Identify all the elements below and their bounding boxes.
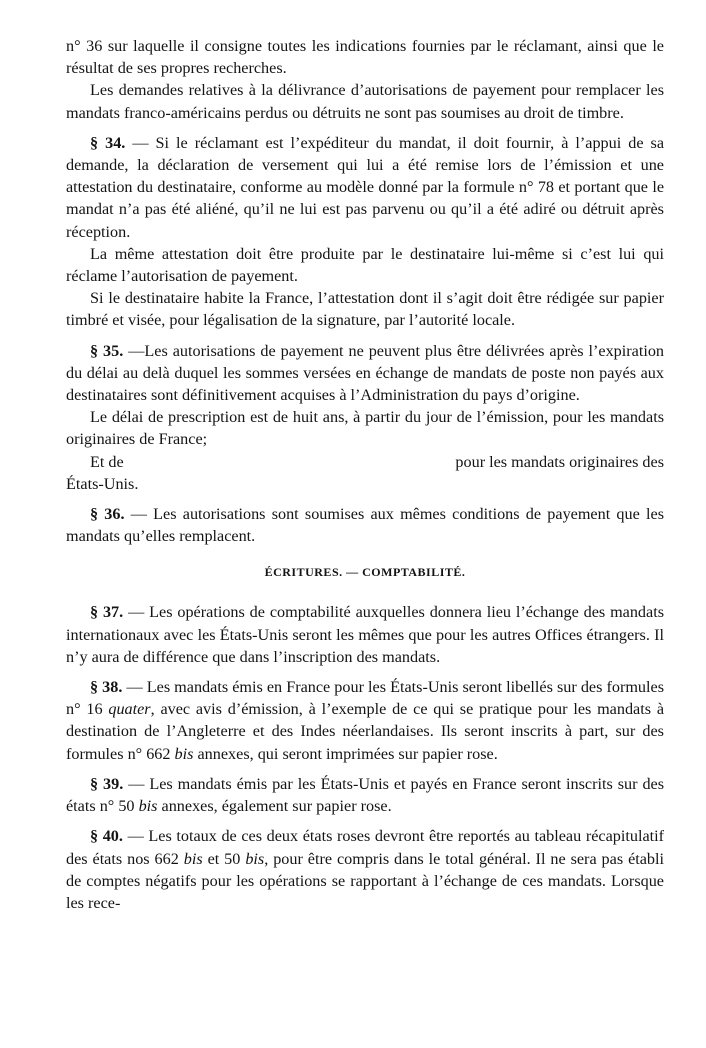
section-text: — Si le réclamant est l’expéditeur du mandat, il doit fournir, à l’appui de sa demande, la déclaration de versement qui lui a été remise lors de l’émission et une attestation du destinataire, conforme au modèle donné par la formule n° 78 et portant que le mandat n’a pas été aliéné, qu’il ne lui est pas parvenu ou qu’il a été adiré ou détruit après réception. xyxy=(66,133,665,241)
section-38 xyxy=(66,676,664,765)
section-text: — Les autorisations sont soumises aux mêmes conditions de payement que les mandats qu’elles remplacent. xyxy=(66,505,664,546)
paragraph-stamp-duty: Les demandes relatives à la délivrance d’autorisations de payement pour remplacer les mandats franco-américains perdus ou détruits ne sont pas soumises au droit de timbre. xyxy=(66,81,664,122)
section-text: —Les autorisations de payement ne peuvent plus être délivrées après l’expiration du délai au delà duquel les sommes versées en échange de mandats de poste non payés aux destinataires sont définitivement acquises à l’Administration du pays d’origine. xyxy=(66,341,665,405)
paragraph-prescription: Le délai de prescription est de huit ans, à partir du jour de l’émission, pour les mandats originaires de France; xyxy=(66,408,664,449)
paragraph-blank-end: États-Unis. xyxy=(66,474,139,493)
section-text: — Les mandats émis par les États-Unis et payés en France seront inscrits sur des états n° 50 xyxy=(66,774,665,816)
section-39 xyxy=(66,773,664,817)
italic-quater: quater xyxy=(108,700,151,719)
italic-bis: bis xyxy=(174,744,194,763)
section-number: § 37. xyxy=(90,603,124,622)
section-text: annexes, qui seront imprimées sur papier rose. xyxy=(197,744,498,763)
section-number: § 35. xyxy=(90,341,124,360)
blank-right-text: pour les mandats originaires des xyxy=(455,452,664,471)
section-heading: ÉCRITURES. — COMPTABILITÉ. xyxy=(264,565,466,580)
section-text: annexes, également sur papier rose. xyxy=(161,797,392,816)
section-number: § 39. xyxy=(90,774,124,793)
paragraph-france-recipient: Si le destinataire habite la France, l’attestation dont il s’agit doit être rédigée sur papier timbré et visée, pour légalisation de la signature, par l’autorité locale. xyxy=(66,289,664,330)
section-37 xyxy=(66,601,664,668)
section-text: et 50 xyxy=(207,849,241,868)
blank-left-text: Et de xyxy=(90,452,124,471)
section-number: § 36. xyxy=(90,505,125,524)
section-40 xyxy=(66,825,664,914)
section-text: , avec avis d’émission, à l’exemple de ce qui se pratique pour les mandats à destination de l’Angleterre et des Indes néerlandaises. Ils seront inscrits à part, sur des formules n° 662 xyxy=(66,700,665,763)
italic-bis: bis xyxy=(183,849,203,868)
section-number: § 40. xyxy=(90,827,123,846)
italic-bis: bis xyxy=(245,849,265,868)
italic-bis: bis xyxy=(138,797,158,816)
section-text: — Les mandats émis en France pour les États-Unis seront libellés sur des formules n° 16 xyxy=(66,678,665,719)
section-number: § 34. xyxy=(90,133,126,152)
section-text: — Les opérations de comptabilité auxquelles donnera lieu l’échange des mandats internationaux avec les États-Unis seront les mêmes que pour les autres Offices étrangers. Il n’y aura de différence que dans l’inscription des mandats. xyxy=(66,603,665,666)
section-text: — Les totaux de ces deux états roses devront être reportés au tableau récapitulatif des états nos 662 xyxy=(66,827,665,868)
paragraph-continued: n° 36 sur laquelle il consigne toutes les indications fournies par le réclamant, ainsi que le résultat de ses propres recherches. xyxy=(66,37,664,78)
paragraph-blank-line xyxy=(66,451,664,473)
section-34 xyxy=(66,132,664,243)
section-text: , pour être compris dans le total général. Il ne sera pas établi de comptes négatifs pour les opérations se rapportant à l’échange de ces mandats. Lorsque les rece- xyxy=(66,849,665,912)
paragraph-same-attestation: La même attestation doit être produite par le destinataire lui-même si c’est lui qui réclame l’autorisation de payement. xyxy=(66,244,664,286)
section-35 xyxy=(66,340,664,407)
section-number: § 38. xyxy=(90,678,123,697)
section-36 xyxy=(66,503,664,547)
